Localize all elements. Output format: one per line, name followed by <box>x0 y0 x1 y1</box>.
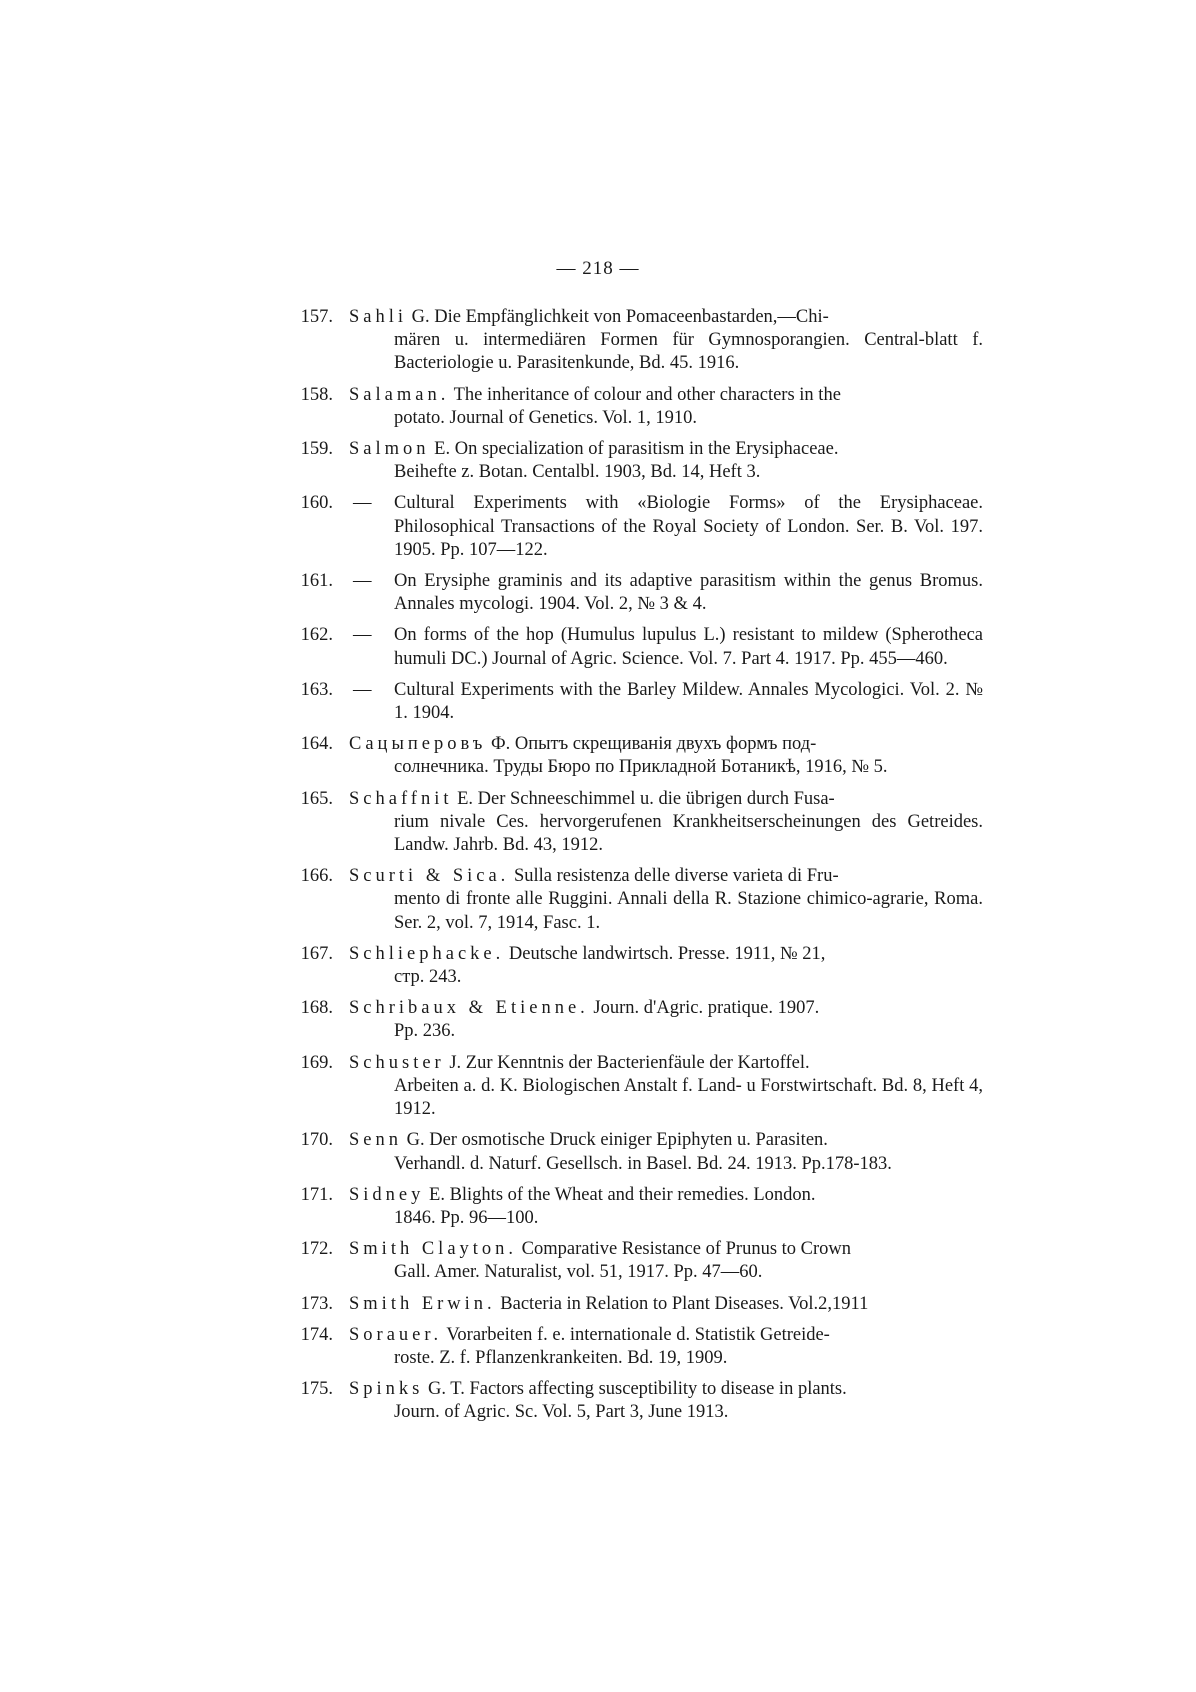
list-item <box>283 1129 983 1175</box>
entry-continuation: Pp. 236. <box>394 1021 456 1042</box>
entry-text: E. Blights of the Wheat and their remedies. London. <box>424 1184 816 1205</box>
entry-number: 162. <box>300 625 333 646</box>
entry-continuation: roste. Z. f. Pflanzenkrankeiten. Bd. 19, 1909. <box>394 1347 728 1368</box>
ditto-dash: — <box>353 571 372 592</box>
entry-number: 165. <box>300 788 333 809</box>
entry-text: Comparative Resistance of Prunus to Crown <box>517 1239 852 1260</box>
entry-continuation: стр. 243. <box>394 967 462 988</box>
entry-text: Bacteria in Relation to Plant Diseases. Vol.2,1911 <box>495 1293 869 1314</box>
entry-author: Schliephacke. <box>349 943 505 964</box>
entry-author: Senn <box>349 1130 402 1151</box>
list-item <box>283 492 983 562</box>
entry-number: 173. <box>300 1293 333 1314</box>
list-item <box>283 788 983 858</box>
entry-continuation: солнечника. Труды Бюро по Прикладной Ботаникѣ, 1916, № 5. <box>394 757 888 778</box>
entry-number: 175. <box>300 1379 333 1400</box>
entry-continuation: mento di fronte alle Ruggini. Annali della R. Stazione chimico-agrarie, Roma. Ser. 2, vol. 7, 1914, Fasc. 1. <box>394 889 983 933</box>
entry-author: Smith Erwin. <box>349 1293 496 1314</box>
entry-number: 158. <box>300 384 333 405</box>
list-item <box>283 384 983 430</box>
entry-author: Schuster <box>349 1052 445 1073</box>
bibliography-list <box>283 306 983 1433</box>
entry-continuation: Gall. Amer. Naturalist, vol. 51, 1917. Pp. 47—60. <box>394 1262 763 1283</box>
entry-author: Salmon <box>349 439 430 460</box>
entry-continuation: Beihefte z. Botan. Centalbl. 1903, Bd. 14, Heft 3. <box>394 462 761 483</box>
page-number: — 218 — <box>556 258 640 279</box>
entry-text: Vorarbeiten f. e. internationale d. Statistik Getreide- <box>442 1324 830 1345</box>
ditto-dash: — <box>353 493 372 514</box>
entry-number: 169. <box>300 1052 333 1073</box>
entry-text: Cultural Experiments with «Biologie Forms» of the Erysiphaceae. Philosophical Transactions of the Royal Society of London. Ser. B. Vol. 197. 1905. Pp. 107—122. <box>394 493 983 560</box>
entry-number: 167. <box>300 943 333 964</box>
entry-text: Deutsche landwirtsch. Presse. 1911, № 21, <box>504 943 826 964</box>
list-item <box>283 943 983 989</box>
entry-number: 157. <box>300 307 333 327</box>
entry-text: G. Die Empfänglichkeit von Pomaceenbastarden,—Chi- <box>407 307 829 327</box>
entry-author: Schribaux & Etienne. <box>349 998 589 1019</box>
entry-number: 163. <box>300 679 333 700</box>
entry-author: Spinks <box>349 1379 424 1400</box>
list-item <box>283 570 983 616</box>
entry-author: Smith Clayton. <box>349 1239 518 1260</box>
entry-text: G. Der osmotische Druck einiger Epiphyten u. Parasiten. <box>402 1130 828 1151</box>
entry-author: Sidney <box>349 1184 425 1205</box>
entry-continuation: Journ. of Agric. Sc. Vol. 5, Part 3, June 1913. <box>394 1402 729 1423</box>
entry-number: 171. <box>300 1184 333 1205</box>
list-item <box>283 1052 983 1122</box>
entry-number: 170. <box>300 1130 333 1151</box>
entry-text: Cultural Experiments with the Barley Mildew. Annales Mycologici. Vol. 2. № 1. 1904. <box>394 679 983 724</box>
entry-text: Sulla resistenza delle diverse varieta di Fru- <box>509 866 839 887</box>
list-item <box>283 306 983 376</box>
entry-text: Journ. d'Agric. pratique. 1907. <box>588 998 820 1019</box>
entry-number: 166. <box>300 866 333 887</box>
entry-text: E. On specialization of parasitism in the Erysiphaceae. <box>429 439 839 460</box>
entry-continuation: potato. Journal of Genetics. Vol. 1, 1910. <box>394 407 697 428</box>
entry-continuation: Arbeiten a. d. K. Biologischen Anstalt f. Land- u Forstwirtschaft. Bd. 8, Heft 4, 1912. <box>394 1075 983 1120</box>
entry-author: Salaman. <box>349 384 450 405</box>
entry-number: 164. <box>300 734 333 755</box>
entry-text: On Erysiphe graminis and its adaptive parasitism within the genus Bromus. Annales mycologi. 1904. Vol. 2, № 3 & 4. <box>394 571 983 615</box>
entry-number: 160. <box>300 493 333 514</box>
list-item <box>283 997 983 1043</box>
entry-text: Ф. Опытъ скрещиванія двухъ формъ под- <box>486 734 817 755</box>
entry-author: Scurti & Sica. <box>349 866 510 887</box>
entry-number: 168. <box>300 998 333 1019</box>
entry-continuation: Verhandl. d. Naturf. Gesellsch. in Basel. Bd. 24. 1913. Pp.178-183. <box>394 1153 892 1174</box>
list-item <box>283 1324 983 1370</box>
entry-number: 161. <box>300 571 333 592</box>
entry-author: Schaffnit <box>349 788 453 809</box>
entry-text: E. Der Schneeschimmel u. die übrigen durch Fusa- <box>452 788 835 809</box>
entry-text: On forms of the hop (Humulus lupulus L.) resistant to mildew (Spherotheca humuli DC.) Journal of Agric. Science. Vol. 7. Part 4. 1917. Pp. 455—460. <box>394 625 983 669</box>
list-item <box>283 1238 983 1284</box>
entry-author: Сацыперовъ <box>349 734 487 755</box>
entry-number: 159. <box>300 439 333 460</box>
list-item <box>283 438 983 484</box>
list-item <box>283 624 983 670</box>
entry-text: The inheritance of colour and other characters in the <box>449 384 841 405</box>
list-item <box>283 1293 983 1316</box>
list-item <box>283 1378 983 1424</box>
entry-text: G. T. Factors affecting susceptibility to disease in plants. <box>423 1379 847 1400</box>
ditto-dash: — <box>353 625 372 646</box>
list-item <box>283 1184 983 1230</box>
entry-text: J. Zur Kenntnis der Bacterienfäule der Kartoffel. <box>444 1052 810 1073</box>
entry-continuation: 1846. Pp. 96—100. <box>394 1207 539 1228</box>
entry-continuation: rium nivale Ces. hervorgerufenen Krankheitserscheinungen des Getreides. Landw. Jahrb. Bd. 43, 1912. <box>394 811 983 856</box>
entry-number: 174. <box>300 1324 333 1345</box>
entry-author: Sorauer. <box>349 1324 443 1345</box>
entry-number: 172. <box>300 1239 333 1260</box>
entry-author: Sahli <box>349 307 408 327</box>
ditto-dash: — <box>353 679 372 700</box>
list-item <box>283 865 983 935</box>
entry-continuation: mären u. intermediären Formen für Gymnosporangien. Central-blatt f. Bacteriologie u. Parasitenkunde, Bd. 45. 1916. <box>394 330 983 374</box>
list-item <box>283 733 983 779</box>
list-item <box>283 679 983 725</box>
